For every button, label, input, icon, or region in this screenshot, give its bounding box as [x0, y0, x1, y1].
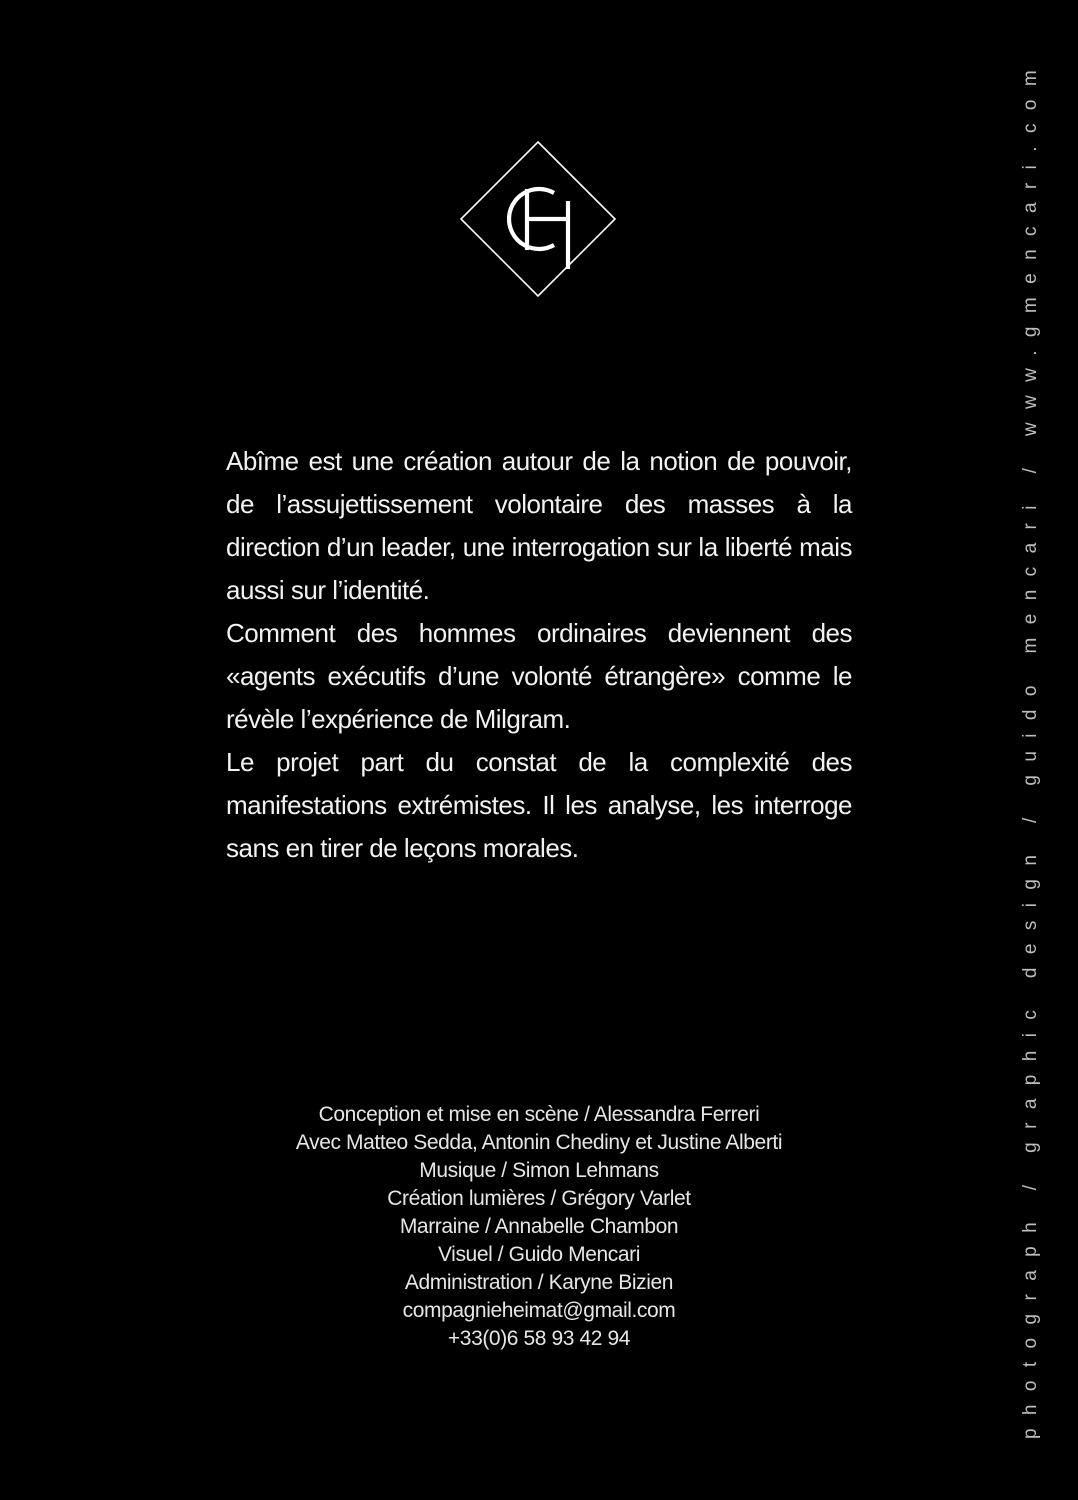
credit-line: Marraine / Annabelle Chambon: [399, 1215, 679, 1238]
credit-line: Création lumières / Grégory Varlet: [387, 1187, 691, 1210]
credit-line: Administration / Karyne Bizien: [404, 1271, 674, 1294]
credit-line: Conception et mise en scène / Alessandra Ferreri: [318, 1103, 760, 1126]
logo-letters: CH: [360, 41, 362, 42]
credits-block: [189, 1101, 889, 1353]
contact-phone: +33(0)6 58 93 42 94: [447, 1327, 631, 1350]
description: [226, 440, 852, 870]
description-paragraph: Le projet part du constat de la complexité des manifestations extrémistes. Il les analyse, les interroge sans en tirer de leçons morales.: [226, 747, 852, 863]
description-paragraph: Abîme est une création autour de la notion de pouvoir, de l’assujettissement volontaire des masses à la direction d’un leader, une interrogation sur la liberté mais aussi sur l’identité.: [226, 446, 852, 605]
contact-email: compagnieheimat@gmail.com: [402, 1299, 676, 1322]
company-logo: [360, 41, 616, 297]
credit-line: Musique / Simon Lehmans: [419, 1159, 659, 1182]
description-paragraph: Comment des hommes ordinaires deviennent des «agents exécutifs d’une volonté étrangère» comme le révèle l’expérience de Milgram.: [226, 618, 852, 734]
photographer-credit: photograph / graphic design / guido mencari / www.gmencari.com: [1020, 56, 1041, 1440]
credit-line: Avec Matteo Sedda, Antonin Chediny et Justine Alberti: [295, 1131, 783, 1154]
credit-line: Visuel / Guido Mencari: [437, 1243, 641, 1266]
